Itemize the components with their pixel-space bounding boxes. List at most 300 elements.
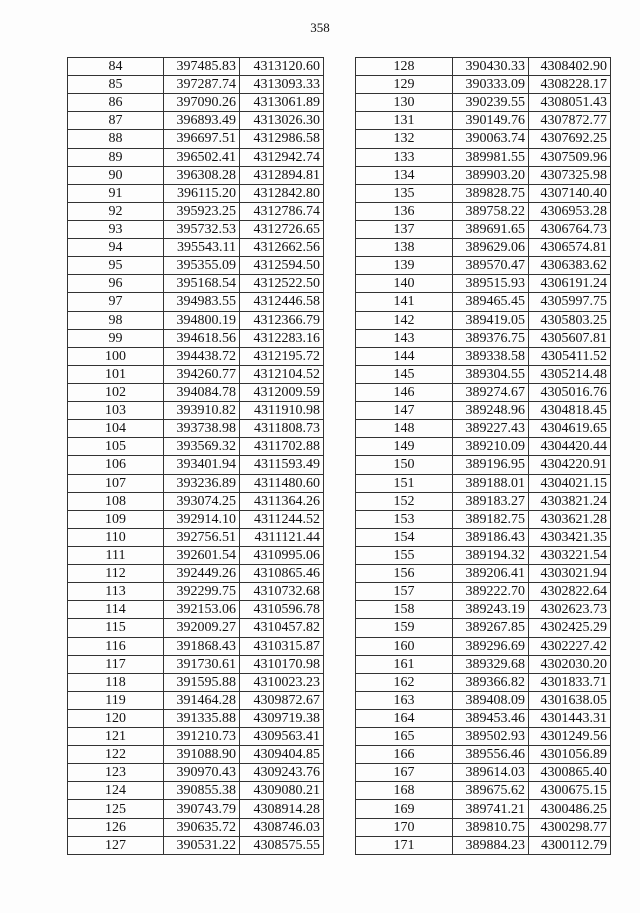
point-number-cell: 159 — [356, 619, 453, 637]
table-row — [356, 836, 611, 854]
y-coordinate-cell: 4301833.71 — [529, 673, 611, 691]
x-coordinate-cell: 393738.98 — [164, 420, 240, 438]
table-row — [356, 112, 611, 130]
y-coordinate-cell: 4306574.81 — [529, 239, 611, 257]
point-number-cell: 93 — [68, 220, 164, 238]
y-coordinate-cell: 4302227.42 — [529, 637, 611, 655]
x-coordinate-cell: 389338.58 — [453, 347, 529, 365]
point-number-cell: 139 — [356, 257, 453, 275]
x-coordinate-cell: 389188.01 — [453, 474, 529, 492]
x-coordinate-cell: 389267.85 — [453, 619, 529, 637]
table-row — [356, 347, 611, 365]
x-coordinate-cell: 389515.93 — [453, 275, 529, 293]
table-row — [68, 800, 324, 818]
table-row — [68, 709, 324, 727]
y-coordinate-cell: 4309872.67 — [240, 691, 324, 709]
table-row — [68, 239, 324, 257]
x-coordinate-cell: 392756.51 — [164, 528, 240, 546]
x-coordinate-cell: 390531.22 — [164, 836, 240, 854]
y-coordinate-cell: 4308746.03 — [240, 818, 324, 836]
point-number-cell: 149 — [356, 438, 453, 456]
x-coordinate-cell: 389206.41 — [453, 565, 529, 583]
x-coordinate-cell: 391868.43 — [164, 637, 240, 655]
y-coordinate-cell: 4312522.50 — [240, 275, 324, 293]
x-coordinate-cell: 389675.62 — [453, 782, 529, 800]
coordinate-table-right — [355, 57, 611, 855]
x-coordinate-cell: 390970.43 — [164, 764, 240, 782]
point-number-cell: 134 — [356, 166, 453, 184]
x-coordinate-cell: 395543.11 — [164, 239, 240, 257]
x-coordinate-cell: 395168.54 — [164, 275, 240, 293]
x-coordinate-cell: 392153.06 — [164, 601, 240, 619]
point-number-cell: 115 — [68, 619, 164, 637]
table-row — [356, 257, 611, 275]
table-row — [356, 420, 611, 438]
table-row — [68, 655, 324, 673]
x-coordinate-cell: 395732.53 — [164, 220, 240, 238]
x-coordinate-cell: 389182.75 — [453, 510, 529, 528]
x-coordinate-cell: 389227.43 — [453, 420, 529, 438]
x-coordinate-cell: 389614.03 — [453, 764, 529, 782]
y-coordinate-cell: 4304021.15 — [529, 474, 611, 492]
table-row — [356, 329, 611, 347]
x-coordinate-cell: 394084.78 — [164, 383, 240, 401]
point-number-cell: 145 — [356, 365, 453, 383]
y-coordinate-cell: 4312283.16 — [240, 329, 324, 347]
point-number-cell: 148 — [356, 420, 453, 438]
point-number-cell: 101 — [68, 365, 164, 383]
y-coordinate-cell: 4305214.48 — [529, 365, 611, 383]
y-coordinate-cell: 4307509.96 — [529, 148, 611, 166]
table-row — [356, 76, 611, 94]
y-coordinate-cell: 4304220.91 — [529, 456, 611, 474]
point-number-cell: 94 — [68, 239, 164, 257]
x-coordinate-cell: 394260.77 — [164, 365, 240, 383]
y-coordinate-cell: 4312842.80 — [240, 184, 324, 202]
table-row — [356, 601, 611, 619]
y-coordinate-cell: 4305016.76 — [529, 383, 611, 401]
table-row — [356, 800, 611, 818]
x-coordinate-cell: 389408.09 — [453, 691, 529, 709]
point-number-cell: 168 — [356, 782, 453, 800]
x-coordinate-cell: 391595.88 — [164, 673, 240, 691]
y-coordinate-cell: 4310596.78 — [240, 601, 324, 619]
y-coordinate-cell: 4312594.50 — [240, 257, 324, 275]
point-number-cell: 113 — [68, 583, 164, 601]
point-number-cell: 156 — [356, 565, 453, 583]
table-row — [356, 510, 611, 528]
point-number-cell: 163 — [356, 691, 453, 709]
point-number-cell: 170 — [356, 818, 453, 836]
x-coordinate-cell: 389304.55 — [453, 365, 529, 383]
table-row — [68, 782, 324, 800]
point-number-cell: 142 — [356, 311, 453, 329]
x-coordinate-cell: 390239.55 — [453, 94, 529, 112]
point-number-cell: 128 — [356, 58, 453, 76]
y-coordinate-cell: 4307692.25 — [529, 130, 611, 148]
y-coordinate-cell: 4312662.56 — [240, 239, 324, 257]
y-coordinate-cell: 4300865.40 — [529, 764, 611, 782]
point-number-cell: 165 — [356, 728, 453, 746]
x-coordinate-cell: 392601.54 — [164, 546, 240, 564]
table-row — [356, 438, 611, 456]
x-coordinate-cell: 392299.75 — [164, 583, 240, 601]
y-coordinate-cell: 4309243.76 — [240, 764, 324, 782]
x-coordinate-cell: 389691.65 — [453, 220, 529, 238]
table-row — [68, 130, 324, 148]
point-number-cell: 91 — [68, 184, 164, 202]
y-coordinate-cell: 4304619.65 — [529, 420, 611, 438]
y-coordinate-cell: 4306191.24 — [529, 275, 611, 293]
point-number-cell: 146 — [356, 383, 453, 401]
y-coordinate-cell: 4312726.65 — [240, 220, 324, 238]
point-number-cell: 99 — [68, 329, 164, 347]
y-coordinate-cell: 4300112.79 — [529, 836, 611, 854]
y-coordinate-cell: 4308575.55 — [240, 836, 324, 854]
x-coordinate-cell: 394618.56 — [164, 329, 240, 347]
point-number-cell: 126 — [68, 818, 164, 836]
point-number-cell: 103 — [68, 402, 164, 420]
table-row — [356, 673, 611, 691]
x-coordinate-cell: 389366.82 — [453, 673, 529, 691]
table-row — [68, 691, 324, 709]
point-number-cell: 111 — [68, 546, 164, 564]
y-coordinate-cell: 4308051.43 — [529, 94, 611, 112]
y-coordinate-cell: 4310457.82 — [240, 619, 324, 637]
table-row — [68, 637, 324, 655]
point-number-cell: 140 — [356, 275, 453, 293]
y-coordinate-cell: 4309719.38 — [240, 709, 324, 727]
x-coordinate-cell: 389502.93 — [453, 728, 529, 746]
y-coordinate-cell: 4301638.05 — [529, 691, 611, 709]
x-coordinate-cell: 389810.75 — [453, 818, 529, 836]
x-coordinate-cell: 389758.22 — [453, 202, 529, 220]
point-number-cell: 100 — [68, 347, 164, 365]
point-number-cell: 102 — [68, 383, 164, 401]
point-number-cell: 166 — [356, 746, 453, 764]
point-number-cell: 86 — [68, 94, 164, 112]
y-coordinate-cell: 4312942.74 — [240, 148, 324, 166]
x-coordinate-cell: 395355.09 — [164, 257, 240, 275]
table-row — [68, 546, 324, 564]
x-coordinate-cell: 393401.94 — [164, 456, 240, 474]
table-row — [68, 583, 324, 601]
y-coordinate-cell: 4310315.87 — [240, 637, 324, 655]
table-row — [68, 184, 324, 202]
table-row — [68, 728, 324, 746]
table-row — [356, 709, 611, 727]
x-coordinate-cell: 389629.06 — [453, 239, 529, 257]
x-coordinate-cell: 393074.25 — [164, 492, 240, 510]
table-row — [68, 836, 324, 854]
point-number-cell: 158 — [356, 601, 453, 619]
x-coordinate-cell: 389903.20 — [453, 166, 529, 184]
table-row — [68, 438, 324, 456]
point-number-cell: 119 — [68, 691, 164, 709]
x-coordinate-cell: 392914.10 — [164, 510, 240, 528]
table-row — [356, 728, 611, 746]
y-coordinate-cell: 4301443.31 — [529, 709, 611, 727]
table-row — [356, 746, 611, 764]
point-number-cell: 161 — [356, 655, 453, 673]
table-row — [356, 637, 611, 655]
table-row — [68, 456, 324, 474]
table-row — [356, 764, 611, 782]
point-number-cell: 88 — [68, 130, 164, 148]
x-coordinate-cell: 394800.19 — [164, 311, 240, 329]
point-number-cell: 110 — [68, 528, 164, 546]
table-row — [356, 94, 611, 112]
y-coordinate-cell: 4312894.81 — [240, 166, 324, 184]
point-number-cell: 127 — [68, 836, 164, 854]
x-coordinate-cell: 397287.74 — [164, 76, 240, 94]
table-row — [68, 383, 324, 401]
point-number-cell: 89 — [68, 148, 164, 166]
coordinate-table-left — [67, 57, 324, 855]
table-row — [356, 528, 611, 546]
table-row — [356, 691, 611, 709]
table-row — [356, 565, 611, 583]
x-coordinate-cell: 390635.72 — [164, 818, 240, 836]
y-coordinate-cell: 4303221.54 — [529, 546, 611, 564]
y-coordinate-cell: 4300486.25 — [529, 800, 611, 818]
x-coordinate-cell: 389296.69 — [453, 637, 529, 655]
table-row — [68, 492, 324, 510]
table-row — [68, 311, 324, 329]
point-number-cell: 141 — [356, 293, 453, 311]
table-row — [68, 673, 324, 691]
y-coordinate-cell: 4305997.75 — [529, 293, 611, 311]
table-row — [356, 818, 611, 836]
x-coordinate-cell: 394438.72 — [164, 347, 240, 365]
x-coordinate-cell: 392009.27 — [164, 619, 240, 637]
y-coordinate-cell: 4312986.58 — [240, 130, 324, 148]
point-number-cell: 133 — [356, 148, 453, 166]
y-coordinate-cell: 4312446.58 — [240, 293, 324, 311]
x-coordinate-cell: 390430.33 — [453, 58, 529, 76]
table-row — [68, 76, 324, 94]
point-number-cell: 108 — [68, 492, 164, 510]
point-number-cell: 120 — [68, 709, 164, 727]
table-row — [356, 583, 611, 601]
x-coordinate-cell: 389210.09 — [453, 438, 529, 456]
point-number-cell: 123 — [68, 764, 164, 782]
y-coordinate-cell: 4302623.73 — [529, 601, 611, 619]
y-coordinate-cell: 4312366.79 — [240, 311, 324, 329]
x-coordinate-cell: 391210.73 — [164, 728, 240, 746]
point-number-cell: 130 — [356, 94, 453, 112]
table-row — [68, 329, 324, 347]
x-coordinate-cell: 394983.55 — [164, 293, 240, 311]
point-number-cell: 162 — [356, 673, 453, 691]
table-row — [356, 184, 611, 202]
x-coordinate-cell: 396893.49 — [164, 112, 240, 130]
point-number-cell: 97 — [68, 293, 164, 311]
table-row — [356, 383, 611, 401]
table-row — [68, 58, 324, 76]
table-row — [68, 365, 324, 383]
point-number-cell: 112 — [68, 565, 164, 583]
y-coordinate-cell: 4307325.98 — [529, 166, 611, 184]
y-coordinate-cell: 4310995.06 — [240, 546, 324, 564]
point-number-cell: 95 — [68, 257, 164, 275]
table-row — [68, 528, 324, 546]
y-coordinate-cell: 4309080.21 — [240, 782, 324, 800]
x-coordinate-cell: 389981.55 — [453, 148, 529, 166]
x-coordinate-cell: 393236.89 — [164, 474, 240, 492]
point-number-cell: 124 — [68, 782, 164, 800]
point-number-cell: 107 — [68, 474, 164, 492]
y-coordinate-cell: 4303421.35 — [529, 528, 611, 546]
x-coordinate-cell: 392449.26 — [164, 565, 240, 583]
x-coordinate-cell: 389222.70 — [453, 583, 529, 601]
y-coordinate-cell: 4304818.45 — [529, 402, 611, 420]
x-coordinate-cell: 389248.96 — [453, 402, 529, 420]
y-coordinate-cell: 4310023.23 — [240, 673, 324, 691]
x-coordinate-cell: 389186.43 — [453, 528, 529, 546]
point-number-cell: 160 — [356, 637, 453, 655]
x-coordinate-cell: 390855.38 — [164, 782, 240, 800]
point-number-cell: 118 — [68, 673, 164, 691]
point-number-cell: 106 — [68, 456, 164, 474]
point-number-cell: 169 — [356, 800, 453, 818]
table-row — [68, 601, 324, 619]
y-coordinate-cell: 4309404.85 — [240, 746, 324, 764]
point-number-cell: 164 — [356, 709, 453, 727]
point-number-cell: 98 — [68, 311, 164, 329]
table-row — [356, 546, 611, 564]
point-number-cell: 171 — [356, 836, 453, 854]
point-number-cell: 109 — [68, 510, 164, 528]
y-coordinate-cell: 4300675.15 — [529, 782, 611, 800]
point-number-cell: 85 — [68, 76, 164, 94]
y-coordinate-cell: 4305607.81 — [529, 329, 611, 347]
point-number-cell: 96 — [68, 275, 164, 293]
point-number-cell: 117 — [68, 655, 164, 673]
y-coordinate-cell: 4311364.26 — [240, 492, 324, 510]
table-row — [68, 347, 324, 365]
table-row — [68, 293, 324, 311]
point-number-cell: 154 — [356, 528, 453, 546]
table-row — [356, 655, 611, 673]
y-coordinate-cell: 4303821.24 — [529, 492, 611, 510]
table-row — [68, 257, 324, 275]
page-number: 358 — [310, 20, 330, 35]
x-coordinate-cell: 390149.76 — [453, 112, 529, 130]
point-number-cell: 90 — [68, 166, 164, 184]
table-row — [68, 94, 324, 112]
table-row — [356, 130, 611, 148]
point-number-cell: 132 — [356, 130, 453, 148]
point-number-cell: 155 — [356, 546, 453, 564]
y-coordinate-cell: 4307140.40 — [529, 184, 611, 202]
point-number-cell: 121 — [68, 728, 164, 746]
y-coordinate-cell: 4311121.44 — [240, 528, 324, 546]
y-coordinate-cell: 4304420.44 — [529, 438, 611, 456]
y-coordinate-cell: 4313061.89 — [240, 94, 324, 112]
table-row — [68, 565, 324, 583]
x-coordinate-cell: 396697.51 — [164, 130, 240, 148]
y-coordinate-cell: 4313026.30 — [240, 112, 324, 130]
y-coordinate-cell: 4311593.49 — [240, 456, 324, 474]
table-row — [68, 746, 324, 764]
y-coordinate-cell: 4300298.77 — [529, 818, 611, 836]
x-coordinate-cell: 393569.32 — [164, 438, 240, 456]
table-row — [68, 474, 324, 492]
table-row — [356, 148, 611, 166]
point-number-cell: 92 — [68, 202, 164, 220]
x-coordinate-cell: 396308.28 — [164, 166, 240, 184]
point-number-cell: 153 — [356, 510, 453, 528]
y-coordinate-cell: 4305803.25 — [529, 311, 611, 329]
x-coordinate-cell: 389556.46 — [453, 746, 529, 764]
x-coordinate-cell: 390063.74 — [453, 130, 529, 148]
point-number-cell: 157 — [356, 583, 453, 601]
point-number-cell: 125 — [68, 800, 164, 818]
y-coordinate-cell: 4303021.94 — [529, 565, 611, 583]
table-row — [68, 148, 324, 166]
x-coordinate-cell: 390743.79 — [164, 800, 240, 818]
point-number-cell: 152 — [356, 492, 453, 510]
y-coordinate-cell: 4302425.29 — [529, 619, 611, 637]
y-coordinate-cell: 4311808.73 — [240, 420, 324, 438]
x-coordinate-cell: 389884.23 — [453, 836, 529, 854]
y-coordinate-cell: 4312786.74 — [240, 202, 324, 220]
point-number-cell: 144 — [356, 347, 453, 365]
y-coordinate-cell: 4310732.68 — [240, 583, 324, 601]
table-row — [68, 764, 324, 782]
point-number-cell: 135 — [356, 184, 453, 202]
table-row — [68, 402, 324, 420]
y-coordinate-cell: 4310865.46 — [240, 565, 324, 583]
table-row — [356, 239, 611, 257]
point-number-cell: 122 — [68, 746, 164, 764]
y-coordinate-cell: 4307872.77 — [529, 112, 611, 130]
y-coordinate-cell: 4311480.60 — [240, 474, 324, 492]
x-coordinate-cell: 391730.61 — [164, 655, 240, 673]
table-row — [356, 619, 611, 637]
table-row — [356, 166, 611, 184]
point-number-cell: 143 — [356, 329, 453, 347]
x-coordinate-cell: 389453.46 — [453, 709, 529, 727]
x-coordinate-cell: 391088.90 — [164, 746, 240, 764]
table-row — [68, 166, 324, 184]
table-row — [356, 311, 611, 329]
y-coordinate-cell: 4309563.41 — [240, 728, 324, 746]
table-row — [68, 420, 324, 438]
x-coordinate-cell: 390333.09 — [453, 76, 529, 94]
y-coordinate-cell: 4313093.33 — [240, 76, 324, 94]
y-coordinate-cell: 4308402.90 — [529, 58, 611, 76]
y-coordinate-cell: 4311910.98 — [240, 402, 324, 420]
x-coordinate-cell: 389196.95 — [453, 456, 529, 474]
x-coordinate-cell: 389183.27 — [453, 492, 529, 510]
y-coordinate-cell: 4308228.17 — [529, 76, 611, 94]
y-coordinate-cell: 4302030.20 — [529, 655, 611, 673]
y-coordinate-cell: 4306383.62 — [529, 257, 611, 275]
x-coordinate-cell: 396115.20 — [164, 184, 240, 202]
y-coordinate-cell: 4308914.28 — [240, 800, 324, 818]
y-coordinate-cell: 4312195.72 — [240, 347, 324, 365]
point-number-cell: 147 — [356, 402, 453, 420]
y-coordinate-cell: 4310170.98 — [240, 655, 324, 673]
point-number-cell: 137 — [356, 220, 453, 238]
point-number-cell: 87 — [68, 112, 164, 130]
y-coordinate-cell: 4306953.28 — [529, 202, 611, 220]
y-coordinate-cell: 4301249.56 — [529, 728, 611, 746]
x-coordinate-cell: 391335.88 — [164, 709, 240, 727]
table-row — [68, 510, 324, 528]
